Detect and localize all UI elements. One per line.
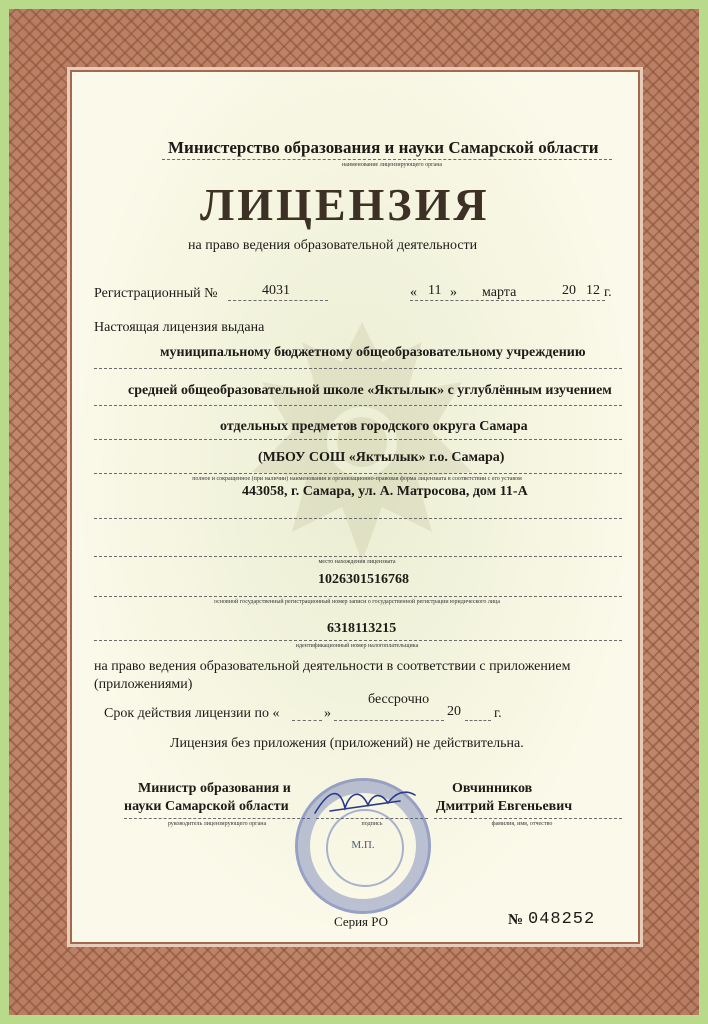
registration-year-prefix: 20	[562, 283, 576, 298]
licensee-line-2: средней общеобразовательной школе «Яктылык» с углублённым изучением	[128, 383, 612, 398]
issued-to-label: Настоящая лицензия выдана	[94, 320, 265, 335]
ogrn-caption: основной государственный регистрационный номер записи о государственной регистрации юридического лица	[213, 599, 501, 605]
registration-number: 4031	[262, 283, 290, 298]
validity-quote-close: »	[324, 706, 331, 721]
licensee-line-1: муниципальному бюджетному общеобразовательному учреждению	[160, 345, 586, 360]
handwritten-signature	[310, 783, 420, 823]
inn-value: 6318113215	[327, 621, 397, 636]
address-rule-1	[94, 518, 622, 519]
series-number: 048252	[528, 910, 596, 929]
inn-caption: идентификационный номер налогоплательщика	[295, 643, 419, 649]
stamp-mp-label: М.П.	[351, 839, 375, 851]
validity-year-unit: г.	[494, 706, 502, 721]
licensee-line-3: отдельных предметов городского округа Самара	[220, 419, 528, 434]
registration-quote-close: »	[450, 285, 457, 300]
right-text-line-1: на право ведения образовательной деятельности в соответствии с приложением	[94, 659, 571, 674]
signatory-position-line-1: Министр образования и	[138, 781, 291, 796]
address-caption: место нахождения лицензиата	[318, 559, 396, 565]
signatory-name-line-1: Овчинников	[452, 781, 533, 796]
signatory-name-rule	[434, 818, 622, 819]
signatory-name-line-2: Дмитрий Евгеньевич	[436, 799, 573, 814]
licensee-rule-3	[94, 439, 622, 440]
issuer-name: Министерство образования и науки Самарской области	[168, 138, 599, 157]
registration-label: Регистрационный №	[94, 286, 218, 301]
issuer-caption: наименование лицензирующего органа	[341, 162, 443, 168]
registration-quote-open: «	[410, 285, 417, 300]
licensee-rule-2	[94, 405, 622, 406]
validity-label: Срок действия лицензии по «	[104, 706, 280, 721]
signatory-name-caption: фамилия, имя, отчество	[491, 821, 553, 827]
registration-number-rule	[228, 300, 328, 301]
license-title: ЛИЦЕНЗИЯ	[200, 179, 490, 230]
registration-date-rule	[410, 300, 605, 301]
licensee-rule-1	[94, 368, 622, 369]
validity-value: бессрочно	[368, 692, 430, 707]
inn-rule	[94, 640, 622, 641]
validity-day-rule	[292, 720, 322, 721]
notice-text: Лицензия без приложения (приложений) не действительна.	[170, 736, 524, 751]
validity-year-rule	[465, 720, 491, 721]
address-rule-2	[94, 556, 622, 557]
signature-caption: подпись	[361, 821, 383, 827]
licensee-address: 443058, г. Самара, ул. А. Матросова, дом 11-А	[242, 484, 528, 499]
ogrn-rule	[94, 596, 622, 597]
license-subtitle: на право ведения образовательной деятельности	[188, 238, 478, 253]
signatory-position-line-2: науки Самарской области	[124, 799, 289, 814]
registration-month: марта	[482, 285, 517, 300]
licensee-caption: полное и сокращенное (при наличии) наименования и организационно-правовая форма лицензиата в соответствии с его уставом	[192, 476, 522, 482]
signatory-position-rule	[124, 818, 310, 819]
issuer-rule	[162, 159, 612, 160]
registration-day: 11	[428, 283, 442, 298]
series-label: Серия РО	[334, 914, 389, 929]
ogrn-value: 1026301516768	[318, 572, 409, 587]
series-number-label: №	[508, 912, 524, 928]
validity-year-prefix: 20	[447, 704, 461, 719]
licensee-line-4: (МБОУ СОШ «Яктылык» г.о. Самара)	[258, 450, 505, 465]
registration-year-unit: г.	[604, 285, 612, 300]
right-text-line-2: (приложениями)	[94, 677, 193, 692]
signatory-position-caption: руководитель лицензирующего органа	[167, 821, 267, 827]
licensee-rule-4	[94, 473, 622, 474]
validity-value-rule	[334, 720, 444, 721]
registration-year-suffix: 12	[586, 283, 600, 298]
